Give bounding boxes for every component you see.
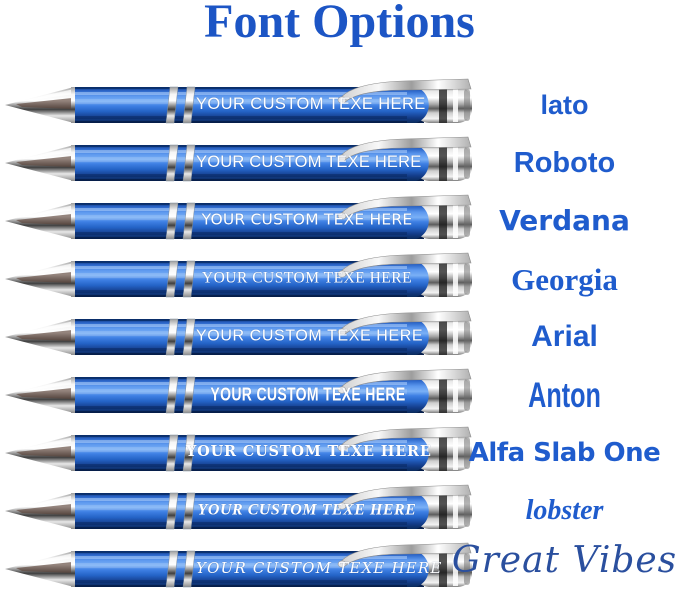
font-name-label: Anton bbox=[528, 375, 601, 415]
font-name-label: Great Vibes bbox=[451, 540, 678, 581]
pen-image bbox=[2, 540, 477, 598]
font-name-label: lato bbox=[540, 89, 589, 120]
font-name-label: Georgia bbox=[511, 261, 618, 297]
pen-image bbox=[2, 308, 477, 366]
pen-image bbox=[2, 134, 477, 192]
page-title: Font Options bbox=[204, 0, 475, 48]
font-name-label: lobster bbox=[525, 495, 604, 526]
custom-text-preview: YOUR CUSTOM TEXE HERE bbox=[210, 384, 406, 405]
custom-text-preview: YOUR CUSTOM TEXE HERE bbox=[197, 501, 417, 519]
pen-row bbox=[0, 134, 679, 192]
pen-row bbox=[0, 250, 679, 308]
pen-row bbox=[0, 540, 679, 598]
pen-image bbox=[2, 76, 477, 134]
pen-image bbox=[2, 250, 477, 308]
custom-text-preview: YOUR CUSTOM TEXE HERE bbox=[201, 269, 413, 287]
custom-text-preview: YOUR CUSTOM TEXE HERE bbox=[196, 153, 422, 172]
pen-row bbox=[0, 366, 679, 424]
pen-image bbox=[2, 424, 477, 482]
custom-text-preview: YOUR CUSTOM TEXE HERE bbox=[186, 443, 432, 461]
pen-row bbox=[0, 308, 679, 366]
font-name-label: Roboto bbox=[513, 146, 616, 179]
pen-row bbox=[0, 424, 679, 482]
custom-text-preview: YOUR CUSTOM TEXE HERE bbox=[196, 95, 426, 114]
pen-row bbox=[0, 192, 679, 250]
custom-text-preview: YOUR CUSTOM TEXE HERE bbox=[196, 558, 443, 577]
font-name-label: Arial bbox=[531, 320, 598, 353]
pen-image bbox=[2, 366, 477, 424]
pen-image bbox=[2, 192, 477, 250]
font-name-label: Alfa Slab One bbox=[468, 438, 661, 468]
custom-text-preview: YOUR CUSTOM TEXE HERE bbox=[201, 210, 413, 229]
font-name-label: Verdana bbox=[499, 204, 630, 237]
pen-row bbox=[0, 76, 679, 134]
custom-text-preview: YOUR CUSTOM TEXE HERE bbox=[196, 327, 424, 345]
pen-image bbox=[2, 482, 477, 540]
